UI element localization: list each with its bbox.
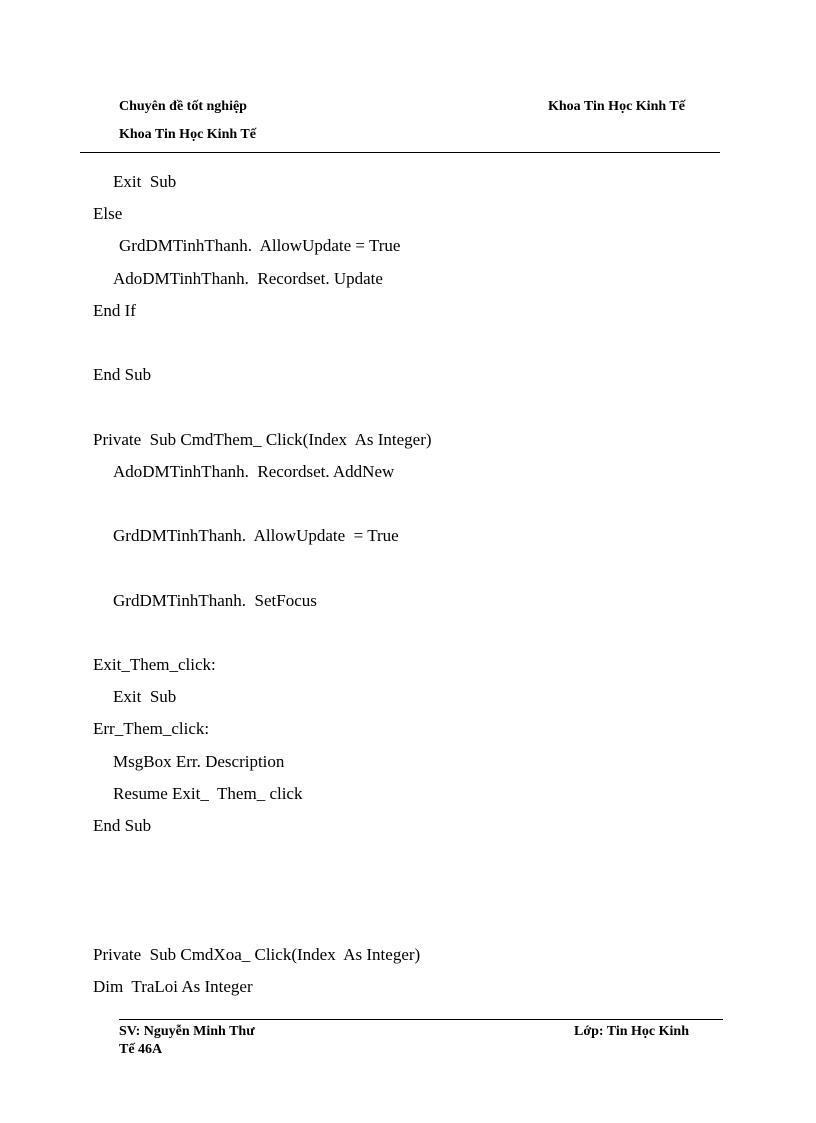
code-line: End Sub: [93, 365, 152, 384]
code-line: Private Sub CmdXoa_ Click(Index As Integer): [93, 945, 421, 964]
footer-class-continued: Tế 46A: [119, 1042, 163, 1057]
code-line: AdoDMTinhThanh. Recordset. AddNew: [113, 462, 395, 481]
code-line: Err_Them_click:: [93, 719, 210, 738]
code-line: GrdDMTinhThanh. AllowUpdate = True: [113, 526, 399, 545]
code-line: Exit Sub: [113, 172, 177, 191]
code-line: Dim TraLoi As Integer: [93, 977, 253, 996]
code-line: Resume Exit_ Them_ click: [113, 784, 303, 803]
header-faculty-left: Khoa Tin Học Kinh Tế: [119, 127, 256, 142]
footer-rule: [119, 1019, 723, 1020]
header-rule: [80, 152, 720, 153]
code-line: Exit_Them_click:: [93, 655, 216, 674]
code-line: End Sub: [93, 816, 152, 835]
code-line: Else: [93, 204, 123, 223]
code-line: GrdDMTinhThanh. AllowUpdate = True: [119, 236, 401, 255]
code-line: AdoDMTinhThanh. Recordset. Update: [113, 269, 383, 288]
code-line: Exit Sub: [113, 687, 177, 706]
code-line: MsgBox Err. Description: [113, 752, 285, 771]
code-line: GrdDMTinhThanh. SetFocus: [113, 591, 317, 610]
footer-student-name: SV: Nguyễn Minh Thư: [119, 1024, 255, 1039]
footer-class: Lớp: Tin Học Kinh: [574, 1024, 690, 1039]
header-thesis-title: Chuyên đề tốt nghiệp: [119, 99, 247, 114]
code-line: Private Sub CmdThem_ Click(Index As Integer): [93, 430, 432, 449]
header-faculty-right: Khoa Tin Học Kinh Tế: [548, 99, 685, 114]
code-line: End If: [93, 301, 136, 320]
